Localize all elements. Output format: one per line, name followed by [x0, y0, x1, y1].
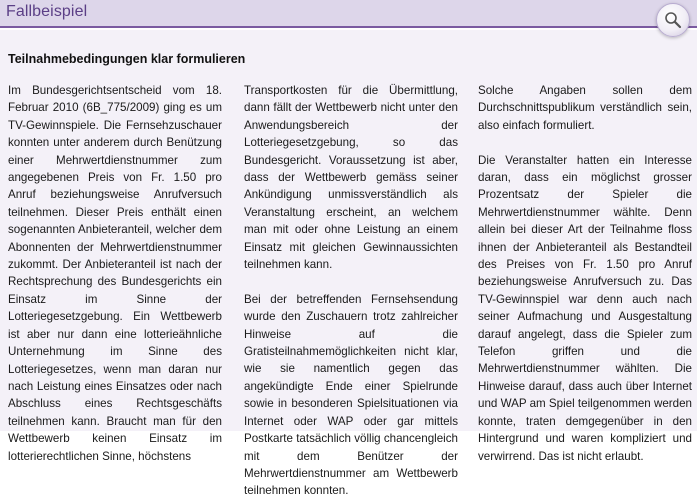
paragraph: Transportkosten für die Übermittlung, dann fällt der Wettbewerb nicht unter den Anwendungsbereich der Lotteriegesetzgebung, so das Bundesgericht. Voraussetzung ist aber, dass der Wettbewerb gemäss seiner Ankündigung unmissverständlich als Veranstaltung erscheint, an welchem man mit oder ohne Leistung an einem Einsatz mit gleichen Gewinnaussichten teilnehmen kann. [244, 84, 458, 272]
text-column-2 [244, 82, 458, 500]
header-title: Fallbeispiel [6, 3, 88, 20]
paragraph: Bei der betreffenden Fernsehsendung wurde den Zuschauern trotz zahlreicher Hinweise auf die Gratisteilnahmemöglichkeiten nicht klar, wie sie namentlich gegen das angekündigte Ende einer Spielrunde sowie in besonderen Spielsituationen via Internet oder WAP oder gar mittels Postkarte tatsächlich völlig chancengleich mit dem Benützer der Mehrwertdienstnummer am Wettbewerb teilnehmen konnten. [244, 292, 458, 498]
article-heading: Teilnahmebedingungen klar formulieren [8, 52, 246, 66]
text-column-1 [8, 82, 222, 465]
case-header [0, 0, 697, 28]
search-button[interactable] [656, 3, 690, 37]
magnifier-icon [664, 11, 682, 29]
paragraph: Solche Angaben sollen dem Durchschnittspublikum verständlich sein, also einfach formuliert. [478, 84, 692, 132]
text-column-3 [478, 82, 692, 465]
paragraph: Im Bundesgerichtsentscheid vom 18. Februar 2010 (6B_775/2009) ging es um TV-Gewinnspiele. Die Fernsehzuschauer konnten unter anderem durch Benützung einer Mehrwertdienstnummer zum angegebenen Preis von Fr. 1.50 pro Anruf beziehungsweise Anrufversuch teilnehmen. Dieser Preis enthält einen sogenannten Anbieteranteil, welcher dem Abonnenten der Mehrwertdienstnummer zukommt. Der Anbieteranteil ist nach der Rechtsprechung des Bundesgerichts ein Einsatz im Sinne der Lotteriegesetzgebung. Ein Wettbewerb ist aber nur dann eine lotterieähnliche Unternehmung im Sinne des Lotteriegesetzes, wenn man daran nur nach Leistung eines Einsatzes oder nach Abschluss eines Rechtsgeschäfts teilnehmen kann. Braucht man für den Wettbewerb keinen Einsatz im lotterierechtlichen Sinne, höchstens [8, 84, 222, 463]
paragraph: Die Veranstalter hatten ein Interesse daran, dass ein möglichst grosser Prozentsatz der Spieler die Mehrwertdienstnummer wählte. Denn allein bei dieser Art der Teilnahme floss ihnen der Anbieteranteil als Bestandteil des Preises von Fr. 1.50 pro Anruf beziehungsweise Anrufversuch zu. Das TV-Gewinnspiel war denn auch nach seiner Aufmachung und Ausgestaltung darauf angelegt, dass die Spieler zum Telefon griffen und die Mehrwertdienstnummer wählten. Die Hinweise darauf, dass auch über Internet und WAP am Spiel teilgenommen werden konnte, traten demgegenüber in den Hintergrund und waren kompliziert und verwirrend. Das ist nicht erlaubt. [478, 153, 692, 463]
